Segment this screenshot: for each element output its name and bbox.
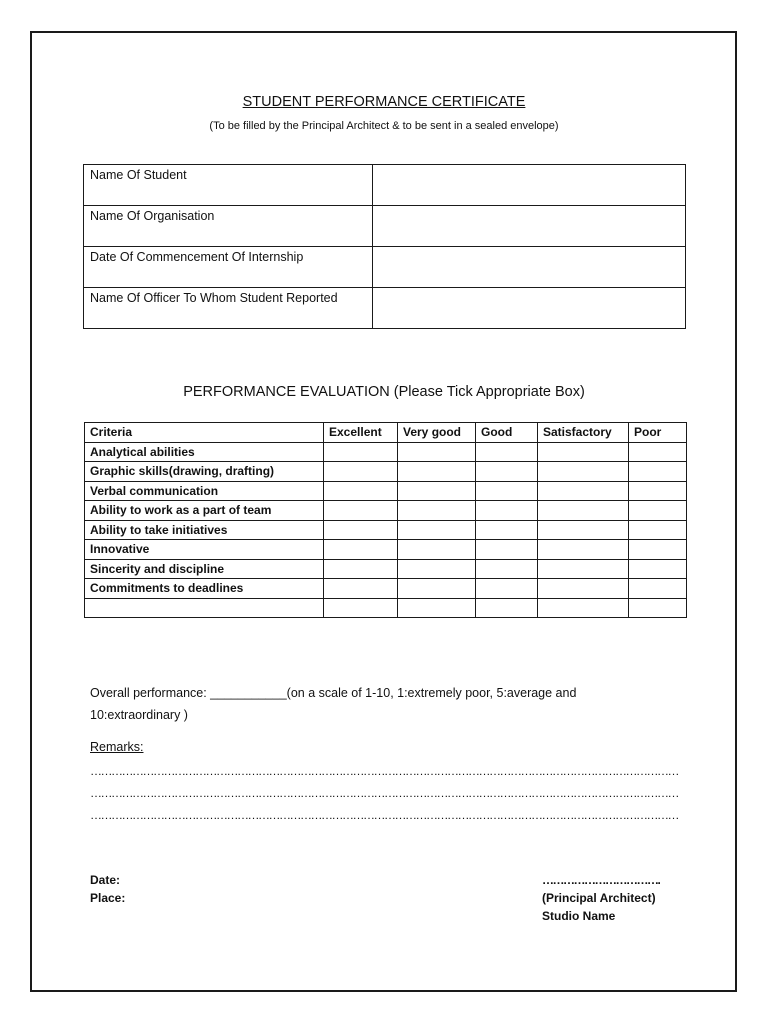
rating-checkbox[interactable] bbox=[629, 481, 687, 501]
rating-checkbox[interactable] bbox=[324, 442, 398, 462]
rating-checkbox[interactable] bbox=[538, 559, 629, 579]
rating-checkbox[interactable] bbox=[629, 559, 687, 579]
rating-checkbox[interactable] bbox=[324, 501, 398, 521]
info-row bbox=[84, 206, 686, 247]
column-header: Excellent bbox=[324, 423, 398, 443]
column-header: Very good bbox=[398, 423, 476, 443]
criteria-label: Innovative bbox=[85, 540, 324, 560]
evaluation-row bbox=[85, 442, 687, 462]
remarks-line: …………………………………………………………………………………………………………………………………………………… bbox=[90, 808, 678, 822]
rating-checkbox[interactable] bbox=[476, 481, 538, 501]
rating-checkbox[interactable] bbox=[398, 559, 476, 579]
rating-checkbox[interactable] bbox=[324, 520, 398, 540]
rating-checkbox[interactable] bbox=[538, 481, 629, 501]
criteria-label: Graphic skills(drawing, drafting) bbox=[85, 462, 324, 482]
criteria-label: Verbal communication bbox=[85, 481, 324, 501]
rating-checkbox[interactable] bbox=[476, 501, 538, 521]
info-label: Date Of Commencement Of Internship bbox=[84, 247, 373, 288]
rating-checkbox[interactable] bbox=[538, 501, 629, 521]
rating-checkbox[interactable] bbox=[629, 501, 687, 521]
column-header: Satisfactory bbox=[538, 423, 629, 443]
evaluation-table bbox=[84, 422, 687, 618]
criteria-label bbox=[85, 598, 324, 618]
student-info-table bbox=[83, 164, 686, 329]
evaluation-row bbox=[85, 481, 687, 501]
rating-checkbox[interactable] bbox=[538, 520, 629, 540]
info-value-field[interactable] bbox=[373, 206, 686, 247]
evaluation-header-row bbox=[85, 423, 687, 443]
rating-checkbox[interactable] bbox=[629, 598, 687, 618]
info-row bbox=[84, 288, 686, 329]
rating-checkbox[interactable] bbox=[398, 579, 476, 599]
info-label: Name Of Student bbox=[84, 165, 373, 206]
criteria-label: Analytical abilities bbox=[85, 442, 324, 462]
rating-checkbox[interactable] bbox=[476, 462, 538, 482]
remarks-line: …………………………………………………………………………………………………………………………………………………… bbox=[90, 786, 678, 800]
evaluation-row bbox=[85, 579, 687, 599]
rating-checkbox[interactable] bbox=[538, 598, 629, 618]
signatory-title: (Principal Architect) bbox=[542, 891, 656, 905]
certificate-title-text: STUDENT PERFORMANCE CERTIFICATE bbox=[242, 94, 526, 110]
rating-checkbox[interactable] bbox=[398, 462, 476, 482]
criteria-label: Ability to take initiatives bbox=[85, 520, 324, 540]
info-row bbox=[84, 247, 686, 288]
rating-checkbox[interactable] bbox=[476, 540, 538, 560]
column-header: Good bbox=[476, 423, 538, 443]
rating-checkbox[interactable] bbox=[398, 540, 476, 560]
rating-checkbox[interactable] bbox=[538, 462, 629, 482]
rating-checkbox[interactable] bbox=[629, 579, 687, 599]
signature-line: ……………………………. bbox=[542, 873, 660, 887]
criteria-label: Commitments to deadlines bbox=[85, 579, 324, 599]
certificate-subtitle: (To be filled by the Principal Architect & to be sent in a sealed envelope) bbox=[209, 120, 559, 132]
info-label: Name Of Organisation bbox=[84, 206, 373, 247]
evaluation-row bbox=[85, 559, 687, 579]
rating-checkbox[interactable] bbox=[629, 462, 687, 482]
rating-checkbox[interactable] bbox=[398, 598, 476, 618]
column-header: Criteria bbox=[85, 423, 324, 443]
info-row bbox=[84, 165, 686, 206]
place-label: Place: bbox=[90, 891, 126, 905]
criteria-label: Ability to work as a part of team bbox=[85, 501, 324, 521]
footer-left bbox=[90, 871, 125, 907]
info-value-field[interactable] bbox=[373, 165, 686, 206]
rating-checkbox[interactable] bbox=[324, 462, 398, 482]
criteria-label: Sincerity and discipline bbox=[85, 559, 324, 579]
certificate-title bbox=[0, 94, 768, 110]
remarks-line: …………………………………………………………………………………………………………………………………………………… bbox=[90, 764, 678, 778]
rating-checkbox[interactable] bbox=[324, 481, 398, 501]
column-header: Poor bbox=[629, 423, 687, 443]
date-label: Date: bbox=[90, 873, 121, 887]
rating-checkbox[interactable] bbox=[538, 579, 629, 599]
remarks-label: Remarks: bbox=[90, 740, 144, 754]
overall-performance: Overall performance: ___________(on a scale of 1-10, 1:extremely poor, 5:average and 10:extraordinary ) bbox=[90, 686, 577, 722]
rating-checkbox[interactable] bbox=[629, 540, 687, 560]
rating-checkbox[interactable] bbox=[476, 598, 538, 618]
rating-checkbox[interactable] bbox=[476, 520, 538, 540]
signature-block bbox=[542, 871, 659, 925]
rating-checkbox[interactable] bbox=[629, 442, 687, 462]
rating-checkbox[interactable] bbox=[398, 442, 476, 462]
evaluation-row bbox=[85, 598, 687, 618]
rating-checkbox[interactable] bbox=[538, 442, 629, 462]
rating-checkbox[interactable] bbox=[476, 442, 538, 462]
rating-checkbox[interactable] bbox=[538, 540, 629, 560]
info-value-field[interactable] bbox=[373, 288, 686, 329]
evaluation-row bbox=[85, 520, 687, 540]
info-value-field[interactable] bbox=[373, 247, 686, 288]
rating-checkbox[interactable] bbox=[324, 579, 398, 599]
rating-checkbox[interactable] bbox=[476, 559, 538, 579]
rating-checkbox[interactable] bbox=[398, 501, 476, 521]
evaluation-row bbox=[85, 501, 687, 521]
evaluation-row bbox=[85, 462, 687, 482]
studio-name: Studio Name bbox=[542, 909, 616, 923]
rating-checkbox[interactable] bbox=[324, 540, 398, 560]
evaluation-row bbox=[85, 540, 687, 560]
info-label: Name Of Officer To Whom Student Reported bbox=[84, 288, 373, 329]
rating-checkbox[interactable] bbox=[324, 559, 398, 579]
rating-checkbox[interactable] bbox=[629, 520, 687, 540]
rating-checkbox[interactable] bbox=[398, 520, 476, 540]
evaluation-heading: PERFORMANCE EVALUATION (Please Tick Appropriate Box) bbox=[183, 384, 585, 400]
rating-checkbox[interactable] bbox=[398, 481, 476, 501]
rating-checkbox[interactable] bbox=[476, 579, 538, 599]
rating-checkbox[interactable] bbox=[324, 598, 398, 618]
